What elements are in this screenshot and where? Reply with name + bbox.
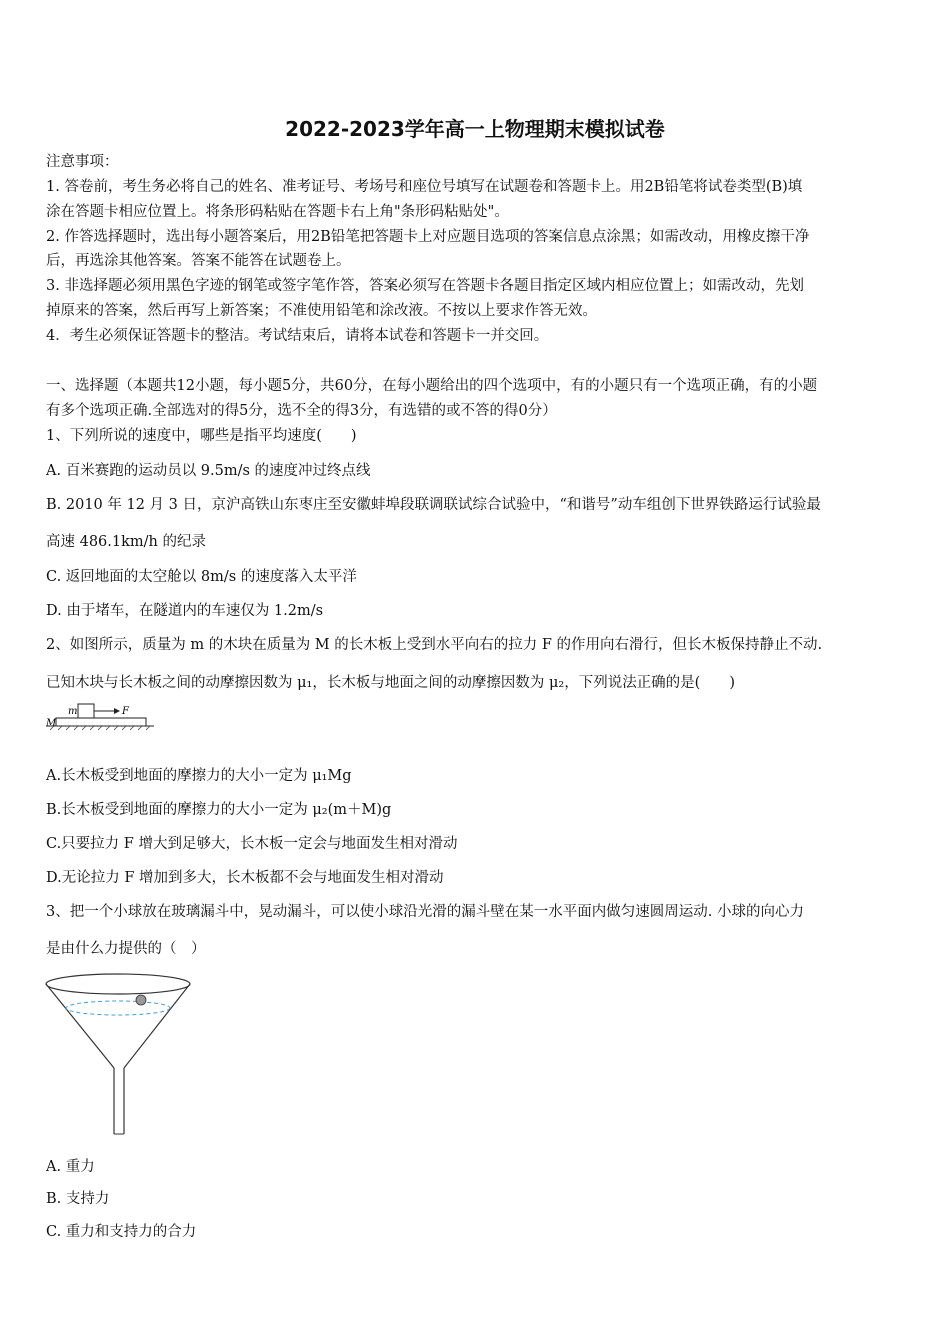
notice-line: 掉原来的答案，然后再写上新答案；不准使用铅笔和涂改液。不按以上要求作答无效。	[46, 303, 597, 319]
q3-option-a: A. 重力	[46, 1159, 95, 1175]
notice-line: 3. 非选择题必须用黑色字迹的钢笔或签字笔作答，答案必须写在答题卡各题目指定区域内相应位置上；如需改动，先划	[46, 278, 804, 294]
q1-option-c: C. 返回地面的太空舱以 8m/s 的速度落入太平洋	[46, 569, 357, 585]
q1-option-d: D. 由于堵车，在隧道内的车速仅为 1.2m/s	[46, 603, 324, 619]
q3-option-c: C. 重力和支持力的合力	[46, 1224, 197, 1240]
q2-option-a: A.长木板受到地面的摩擦力的大小一定为 μ₁Mg	[46, 768, 352, 784]
notice-heading: 注意事项：	[46, 154, 119, 170]
q2-option-c: C.只要拉力 F 增大到足够大，长木板一定会与地面发生相对滑动	[46, 836, 458, 852]
q2-stem: 2、如图所示，质量为 m 的木块在质量为 M 的长木板上受到水平向右的拉力 F 的作用向右滑行，但长木板保持静止不动.	[46, 637, 823, 653]
q1-option-b: B. 2010 年 12 月 3 日，京沪高铁山东枣庄至安徽蚌埠段联调联试综合试验中，“和谐号”动车组创下世界铁路运行试验最	[46, 497, 821, 513]
section-instructions: 有多个选项正确.全部选对的得5分，选不全的得3分，有选错的或不答的得0分）	[46, 403, 557, 419]
section-instructions: 一、选择题（本题共12小题，每小题5分，共60分，在每小题给出的四个选项中，有的小题只有一个选项正确，有的小题	[46, 378, 818, 394]
q2-option-b: B.长木板受到地面的摩擦力的大小一定为 μ₂(m＋M)g	[46, 802, 392, 818]
q1-option-a: A. 百米赛跑的运动员以 9.5m/s 的速度冲过终点线	[46, 463, 371, 479]
label-M: M	[46, 718, 57, 729]
ball	[136, 995, 146, 1005]
notice-line: 涂在答题卡相应位置上。将条形码粘贴在答题卡右上角"条形码粘贴处"。	[46, 204, 509, 220]
q1-stem: 1、下列所说的速度中，哪些是指平均速度( )	[46, 428, 357, 444]
page-title: 2022-2023学年高一上物理期末模拟试卷	[285, 117, 665, 141]
q2-stem-cont: 已知木块与长木板之间的动摩擦因数为 μ₁，长木板与地面之间的动摩擦因数为 μ₂，下列说法正确的是( )	[46, 675, 736, 691]
q2-option-d: D.无论拉力 F 增加到多大，长木板都不会与地面发生相对滑动	[46, 870, 444, 886]
q3-option-b: B. 支持力	[46, 1191, 110, 1207]
notice-line: 2. 作答选择题时，选出每小题答案后，用2B铅笔把答题卡上对应题目选项的答案信息点涂黑；如需改动，用橡皮擦干净	[46, 229, 810, 245]
notice-line: 后，再选涂其他答案。答案不能答在试题卷上。	[46, 253, 351, 269]
q3-stem-cont: 是由什么力提供的（ ）	[46, 941, 206, 957]
q1-option-b-cont: 高速 486.1km/h 的纪录	[46, 534, 206, 550]
label-m: m	[68, 706, 78, 717]
q3-stem: 3、把一个小球放在玻璃漏斗中，晃动漏斗，可以使小球沿光滑的漏斗壁在某一水平面内做匀速圆周运动. 小球的向心力	[46, 904, 804, 920]
funnel-figure	[46, 972, 196, 1140]
block-on-board-figure	[46, 700, 156, 740]
label-F: F	[122, 706, 129, 717]
notice-line: 1. 答卷前，考生务必将自己的姓名、准考证号、考场号和座位号填写在试题卷和答题卡上。用2B铅笔将试卷类型(B)填	[46, 179, 803, 195]
notice-line: 4．考生必须保证答题卡的整洁。考试结束后，请将本试卷和答题卡一并交回。	[46, 328, 549, 344]
